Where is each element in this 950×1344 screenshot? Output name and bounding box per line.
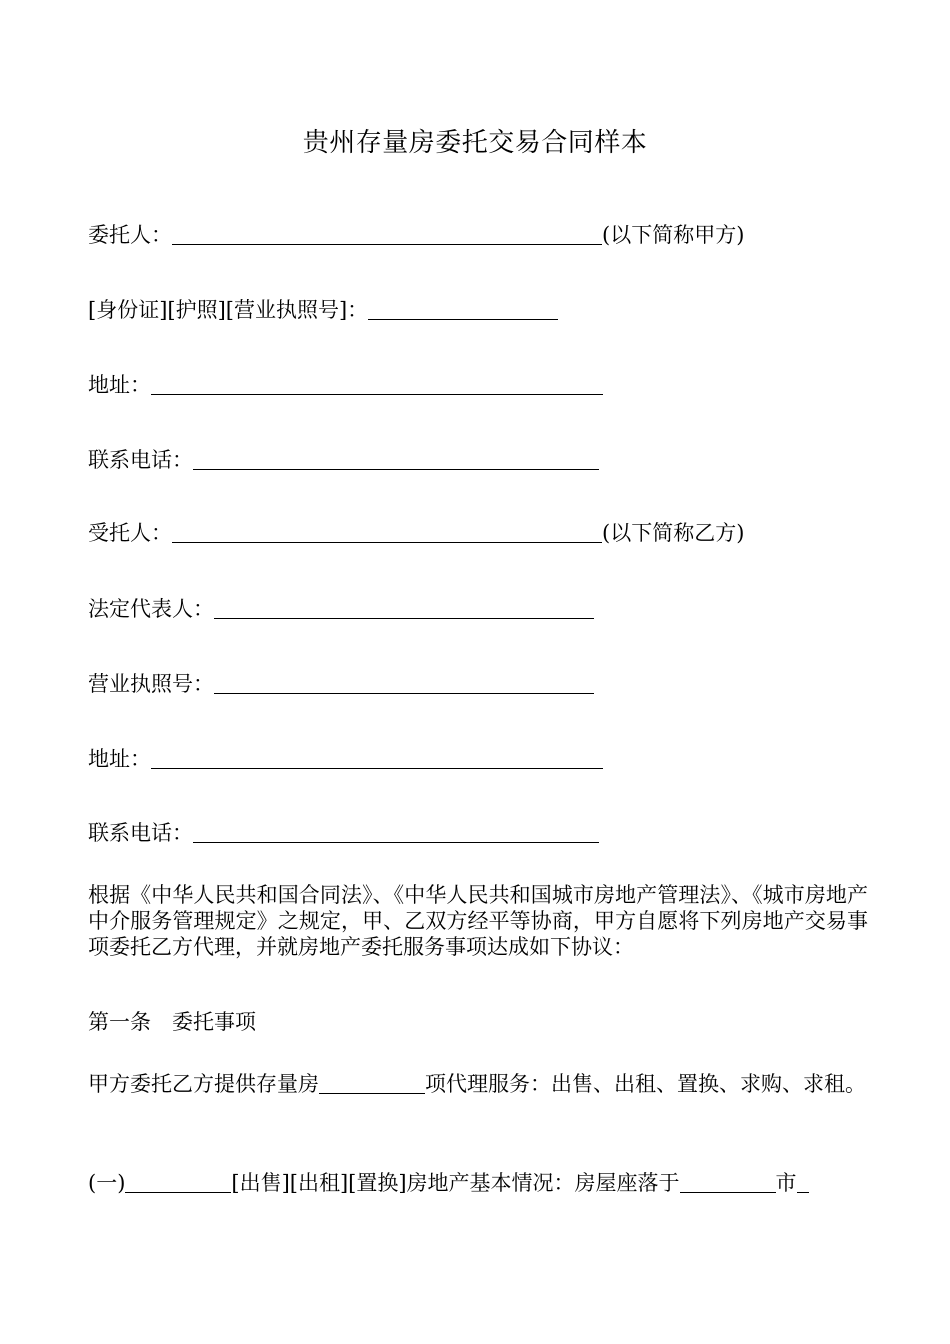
phone2-line xyxy=(88,820,599,846)
address2-label: 地址： xyxy=(88,747,151,771)
item1-city: 市 xyxy=(775,1171,797,1195)
legal-rep-line xyxy=(88,596,594,622)
agent-label: 受托人： xyxy=(88,521,172,545)
phone2-label: 联系电话： xyxy=(88,821,193,845)
client-blank[interactable] xyxy=(172,224,602,245)
phone1-line xyxy=(88,447,599,473)
item1-city-blank[interactable] xyxy=(680,1172,776,1193)
document-title: 贵州存量房委托交易合同样本 xyxy=(302,128,648,158)
phone1-label: 联系电话： xyxy=(88,448,193,472)
address2-line xyxy=(88,746,603,772)
legal-rep-label: 法定代表人： xyxy=(88,597,214,621)
address2-blank[interactable] xyxy=(151,748,603,769)
phone2-blank[interactable] xyxy=(193,822,599,843)
license-line xyxy=(88,671,594,697)
article1-text-a: 甲方委托乙方提供存量房 xyxy=(88,1072,319,1096)
item1-trailing-blank[interactable] xyxy=(797,1172,809,1193)
article1-text-b: 项代理服务：出售、出租、置换、求购、求租。 xyxy=(425,1072,866,1096)
item1-mid: [出售][出租][置换]房地产基本情况：房屋座落于 xyxy=(231,1171,680,1195)
client-line xyxy=(88,222,744,248)
id-blank[interactable] xyxy=(368,299,558,320)
article1-count-blank[interactable] xyxy=(319,1073,425,1094)
license-blank[interactable] xyxy=(214,673,594,694)
address1-line xyxy=(88,372,603,398)
client-suffix: (以下简称甲方) xyxy=(602,223,745,247)
id-label: [身份证][护照][营业执照号]： xyxy=(88,298,369,322)
phone1-blank[interactable] xyxy=(193,449,599,470)
item1-line xyxy=(88,1170,809,1196)
id-line xyxy=(88,297,558,323)
preamble-paragraph: 根据《中华人民共和国合同法》、《中华人民共和国城市房地产管理法》、《城市房地产中介服务管理规定》之规定，甲、乙双方经平等协商，甲方自愿将下列房地产交易事项委托乙方代理，并就房地产委托服务事项达成如下协议： xyxy=(88,883,868,959)
address1-blank[interactable] xyxy=(151,374,603,395)
article1-heading: 第一条 委托事项 xyxy=(88,1010,256,1034)
legal-rep-blank[interactable] xyxy=(214,598,594,619)
agent-line xyxy=(88,520,744,546)
address1-label: 地址： xyxy=(88,373,151,397)
license-label: 营业执照号： xyxy=(88,672,214,696)
agent-blank[interactable] xyxy=(172,522,602,543)
article1-text xyxy=(88,1064,888,1104)
item1-prefix: (一) xyxy=(88,1171,126,1195)
agent-suffix: (以下简称乙方) xyxy=(602,521,745,545)
client-label: 委托人： xyxy=(88,223,172,247)
item1-type-blank[interactable] xyxy=(125,1172,231,1193)
